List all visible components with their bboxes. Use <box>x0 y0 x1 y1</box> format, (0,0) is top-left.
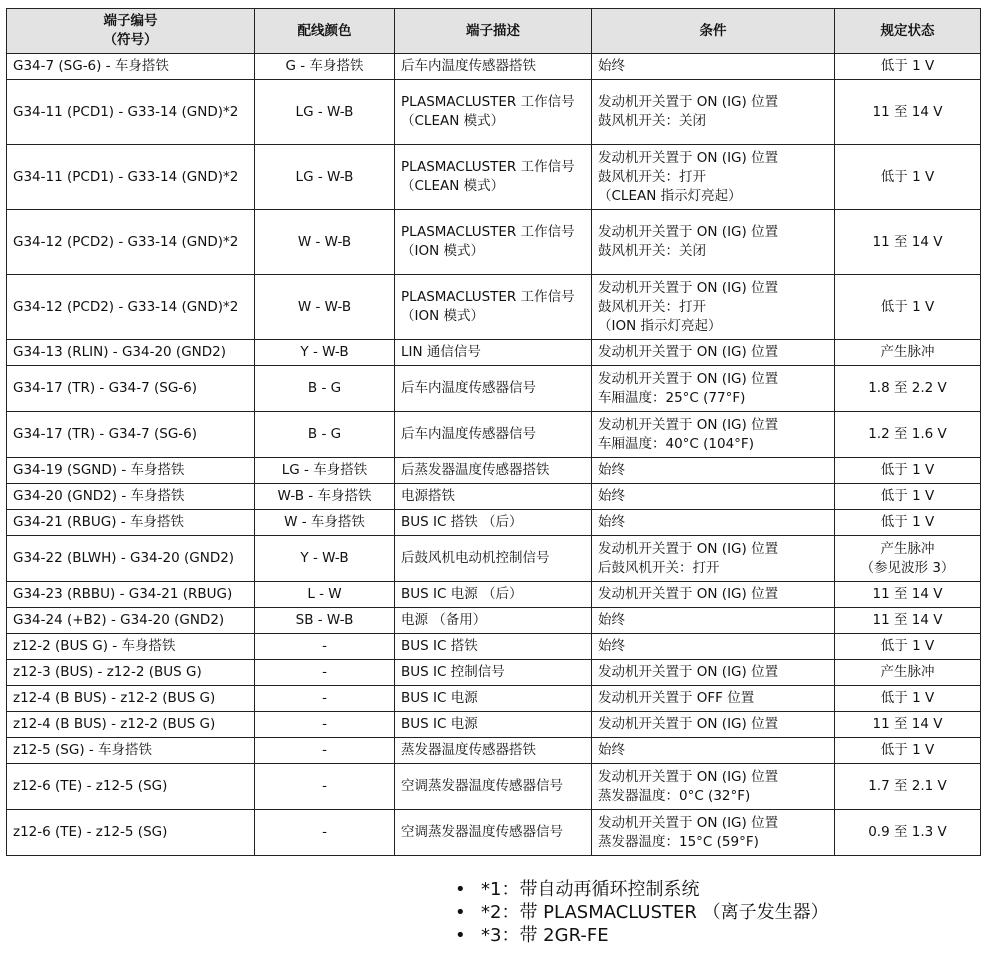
description-cell: 后蒸发器温度传感器搭铁 <box>395 458 592 484</box>
condition-cell: 始终 <box>592 510 835 536</box>
description-cell: LIN 通信信号 <box>395 340 592 366</box>
state-cell: 1.7 至 2.1 V <box>835 764 981 810</box>
terminal-cell: G34-11 (PCD1) - G33-14 (GND)*2 <box>7 80 255 145</box>
table-row <box>7 210 981 275</box>
state-cell: 低于 1 V <box>835 275 981 340</box>
table-row <box>7 686 981 712</box>
condition-cell: 发动机开关置于 ON (IG) 位置 鼓风机开关：关闭 <box>592 80 835 145</box>
wire-color-cell: W - 车身搭铁 <box>255 510 395 536</box>
description-cell: 后车内温度传感器信号 <box>395 412 592 458</box>
condition-cell: 发动机开关置于 ON (IG) 位置 <box>592 660 835 686</box>
state-cell: 低于 1 V <box>835 458 981 484</box>
table-row <box>7 810 981 856</box>
state-cell: 1.8 至 2.2 V <box>835 366 981 412</box>
header-terminal: 端子编号 （符号） <box>7 9 255 54</box>
state-cell: 低于 1 V <box>835 738 981 764</box>
condition-cell: 发动机开关置于 ON (IG) 位置 后鼓风机开关：打开 <box>592 536 835 582</box>
table-row <box>7 366 981 412</box>
terminal-cell: z12-5 (SG) - 车身搭铁 <box>7 738 255 764</box>
state-cell: 11 至 14 V <box>835 608 981 634</box>
table-row <box>7 80 981 145</box>
condition-cell: 发动机开关置于 ON (IG) 位置 车厢温度：25°C (77°F) <box>592 366 835 412</box>
wire-color-cell: - <box>255 810 395 856</box>
description-cell: 后车内温度传感器搭铁 <box>395 54 592 80</box>
condition-cell: 发动机开关置于 ON (IG) 位置 <box>592 582 835 608</box>
condition-cell: 始终 <box>592 738 835 764</box>
condition-cell: 发动机开关置于 ON (IG) 位置 <box>592 712 835 738</box>
state-cell: 1.2 至 1.6 V <box>835 412 981 458</box>
terminal-cell: z12-6 (TE) - z12-5 (SG) <box>7 764 255 810</box>
table-row <box>7 412 981 458</box>
state-cell: 低于 1 V <box>835 510 981 536</box>
state-cell: 0.9 至 1.3 V <box>835 810 981 856</box>
state-cell: 产生脉冲 <box>835 340 981 366</box>
condition-cell: 发动机开关置于 ON (IG) 位置 <box>592 340 835 366</box>
wire-color-cell: SB - W-B <box>255 608 395 634</box>
condition-cell: 发动机开关置于 ON (IG) 位置 鼓风机开关：关闭 <box>592 210 835 275</box>
description-cell: BUS IC 控制信号 <box>395 660 592 686</box>
terminal-cell: z12-6 (TE) - z12-5 (SG) <box>7 810 255 856</box>
description-cell: 蒸发器温度传感器搭铁 <box>395 738 592 764</box>
table-row <box>7 484 981 510</box>
footnote-text: *2：带 PLASMACLUSTER （离子发生器） <box>481 902 829 923</box>
terminal-cell: G34-22 (BLWH) - G34-20 (GND2) <box>7 536 255 582</box>
state-cell: 11 至 14 V <box>835 582 981 608</box>
description-cell: 空调蒸发器温度传感器信号 <box>395 810 592 856</box>
wire-color-cell: L - W <box>255 582 395 608</box>
description-cell: PLASMACLUSTER 工作信号 （CLEAN 模式） <box>395 80 592 145</box>
terminal-cell: z12-4 (B BUS) - z12-2 (BUS G) <box>7 712 255 738</box>
state-cell: 产生脉冲 （参见波形 3） <box>835 536 981 582</box>
description-cell: 空调蒸发器温度传感器信号 <box>395 764 592 810</box>
description-cell: BUS IC 搭铁 （后） <box>395 510 592 536</box>
condition-cell: 发动机开关置于 ON (IG) 位置 鼓风机开关：打开 （ION 指示灯亮起） <box>592 275 835 340</box>
description-cell: BUS IC 电源 <box>395 686 592 712</box>
bullet-icon: • <box>455 879 466 900</box>
wire-color-cell: - <box>255 712 395 738</box>
state-cell: 低于 1 V <box>835 634 981 660</box>
wire-color-cell: G - 车身搭铁 <box>255 54 395 80</box>
terminal-cell: z12-4 (B BUS) - z12-2 (BUS G) <box>7 686 255 712</box>
terminal-cell: G34-7 (SG-6) - 车身搭铁 <box>7 54 255 80</box>
condition-cell: 发动机开关置于 ON (IG) 位置 车厢温度：40°C (104°F) <box>592 412 835 458</box>
description-cell: PLASMACLUSTER 工作信号 （ION 模式） <box>395 275 592 340</box>
wire-color-cell: Y - W-B <box>255 340 395 366</box>
terminal-cell: G34-11 (PCD1) - G33-14 (GND)*2 <box>7 145 255 210</box>
condition-cell: 发动机开关置于 ON (IG) 位置 鼓风机开关：打开 （CLEAN 指示灯亮起） <box>592 145 835 210</box>
wire-color-cell: B - G <box>255 412 395 458</box>
condition-cell: 始终 <box>592 608 835 634</box>
table-row <box>7 764 981 810</box>
description-cell: 后车内温度传感器信号 <box>395 366 592 412</box>
terminal-cell: G34-19 (SGND) - 车身搭铁 <box>7 458 255 484</box>
description-cell: BUS IC 电源 （后） <box>395 582 592 608</box>
terminal-cell: G34-12 (PCD2) - G33-14 (GND)*2 <box>7 210 255 275</box>
table-row <box>7 510 981 536</box>
table-row <box>7 608 981 634</box>
description-cell: 电源搭铁 <box>395 484 592 510</box>
terminal-cell: G34-24 (+B2) - G34-20 (GND2) <box>7 608 255 634</box>
description-cell: BUS IC 电源 <box>395 712 592 738</box>
terminal-cell: G34-12 (PCD2) - G33-14 (GND)*2 <box>7 275 255 340</box>
wire-color-cell: - <box>255 660 395 686</box>
table-row <box>7 738 981 764</box>
state-cell: 11 至 14 V <box>835 712 981 738</box>
description-cell: BUS IC 搭铁 <box>395 634 592 660</box>
footnote-text: *3：带 2GR-FE <box>481 925 609 946</box>
table-row <box>7 145 981 210</box>
footnote-item <box>455 901 829 924</box>
header-condition: 条件 <box>592 9 835 54</box>
state-cell: 低于 1 V <box>835 686 981 712</box>
header-wire-color: 配线颜色 <box>255 9 395 54</box>
table-row <box>7 712 981 738</box>
description-cell: PLASMACLUSTER 工作信号 （CLEAN 模式） <box>395 145 592 210</box>
table-row <box>7 54 981 80</box>
terminal-cell: G34-20 (GND2) - 车身搭铁 <box>7 484 255 510</box>
state-cell: 低于 1 V <box>835 484 981 510</box>
table-row <box>7 536 981 582</box>
footnote-text: *1：带自动再循环控制系统 <box>481 879 700 900</box>
terminal-cell: G34-23 (RBBU) - G34-21 (RBUG) <box>7 582 255 608</box>
condition-cell: 发动机开关置于 ON (IG) 位置 蒸发器温度：0°C (32°F) <box>592 764 835 810</box>
condition-cell: 始终 <box>592 634 835 660</box>
wire-color-cell: LG - W-B <box>255 145 395 210</box>
condition-cell: 始终 <box>592 484 835 510</box>
footnote-item <box>455 878 829 901</box>
table-row <box>7 340 981 366</box>
wire-color-cell: - <box>255 764 395 810</box>
terminal-cell: G34-17 (TR) - G34-7 (SG-6) <box>7 412 255 458</box>
terminal-cell: z12-2 (BUS G) - 车身搭铁 <box>7 634 255 660</box>
condition-cell: 始终 <box>592 458 835 484</box>
state-cell: 11 至 14 V <box>835 210 981 275</box>
wire-color-cell: Y - W-B <box>255 536 395 582</box>
terminal-spec-table <box>6 8 981 856</box>
wire-color-cell: W - W-B <box>255 275 395 340</box>
description-cell: PLASMACLUSTER 工作信号 （ION 模式） <box>395 210 592 275</box>
header-specified-state: 规定状态 <box>835 9 981 54</box>
wire-color-cell: - <box>255 686 395 712</box>
terminal-cell: z12-3 (BUS) - z12-2 (BUS G) <box>7 660 255 686</box>
wire-color-cell: - <box>255 738 395 764</box>
table-row <box>7 582 981 608</box>
description-cell: 电源 （备用） <box>395 608 592 634</box>
bullet-icon: • <box>455 902 466 923</box>
state-cell: 产生脉冲 <box>835 660 981 686</box>
state-cell: 低于 1 V <box>835 54 981 80</box>
state-cell: 低于 1 V <box>835 145 981 210</box>
condition-cell: 发动机开关置于 OFF 位置 <box>592 686 835 712</box>
terminal-cell: G34-13 (RLIN) - G34-20 (GND2) <box>7 340 255 366</box>
terminal-cell: G34-21 (RBUG) - 车身搭铁 <box>7 510 255 536</box>
footnotes-list <box>455 878 829 947</box>
terminal-cell: G34-17 (TR) - G34-7 (SG-6) <box>7 366 255 412</box>
state-cell: 11 至 14 V <box>835 80 981 145</box>
header-description: 端子描述 <box>395 9 592 54</box>
footnote-item <box>455 924 829 947</box>
table-header-row <box>7 9 981 54</box>
wire-color-cell: W - W-B <box>255 210 395 275</box>
wire-color-cell: LG - W-B <box>255 80 395 145</box>
table-row <box>7 660 981 686</box>
table-row <box>7 458 981 484</box>
bullet-icon: • <box>455 925 466 946</box>
table-body <box>7 54 981 856</box>
condition-cell: 始终 <box>592 54 835 80</box>
table-row <box>7 275 981 340</box>
wire-color-cell: - <box>255 634 395 660</box>
wire-color-cell: B - G <box>255 366 395 412</box>
wire-color-cell: W-B - 车身搭铁 <box>255 484 395 510</box>
description-cell: 后鼓风机电动机控制信号 <box>395 536 592 582</box>
condition-cell: 发动机开关置于 ON (IG) 位置 蒸发器温度：15°C (59°F) <box>592 810 835 856</box>
wire-color-cell: LG - 车身搭铁 <box>255 458 395 484</box>
table-row <box>7 634 981 660</box>
